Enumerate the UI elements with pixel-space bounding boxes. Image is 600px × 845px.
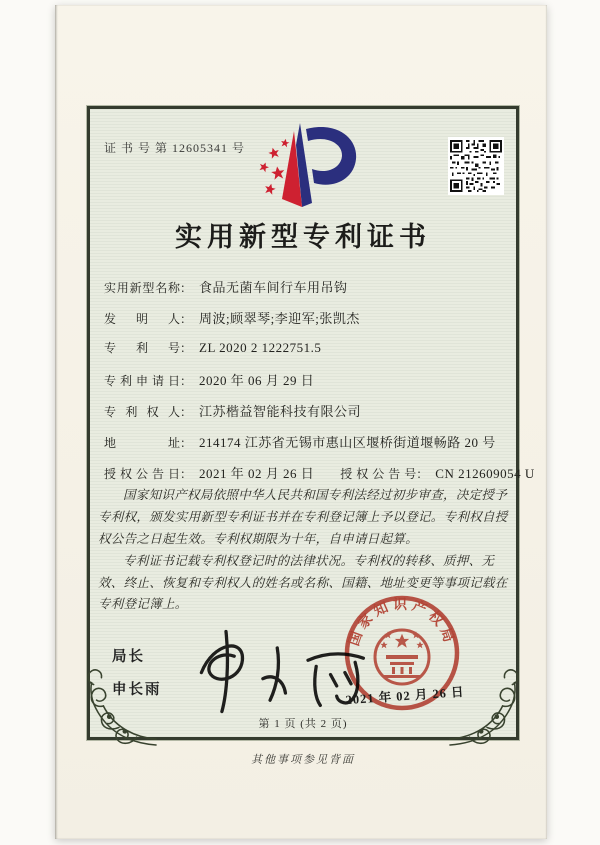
field-colon: ：: [180, 374, 193, 388]
field-value: 江苏楷益智能科技有限公司: [199, 404, 362, 419]
field-label: 专利申请日: [104, 374, 180, 388]
commissioner-name: 申长雨: [112, 682, 162, 698]
field-utility-model-name: [104, 277, 509, 295]
field-value: ZL 2020 2 1222751.5: [199, 340, 322, 355]
corner-ornament-icon: [80, 661, 158, 749]
field-colon: ：: [180, 341, 193, 355]
field-patentee: [104, 401, 509, 419]
field-colon: ：: [180, 281, 193, 295]
field-address: [104, 432, 509, 450]
field-inventors: [104, 308, 509, 326]
field-label: 专利权人: [104, 405, 180, 419]
field-grant-row: [104, 463, 535, 481]
field-colon: ：: [180, 436, 193, 450]
seal-date: 2021 年 02 月 26 日: [345, 684, 465, 708]
footer-note: 其他事项参见背面: [251, 754, 355, 766]
page-info: 第 1 页 (共 2 页): [258, 718, 348, 730]
corner-ornament-icon: [448, 661, 526, 749]
grant-no-value: CN 212609054 U: [435, 466, 535, 481]
grant-date-label: 授权公告日: [104, 467, 180, 481]
field-colon: ：: [180, 405, 193, 419]
grant-no-label: 授权公告号: [340, 467, 417, 481]
field-colon: ：: [180, 312, 193, 326]
field-value: 2020 年 06 月 29 日: [199, 373, 315, 388]
qr-code: [448, 137, 504, 195]
field-label: 专利号: [104, 341, 180, 355]
field-value: 食品无菌车间行车用吊钩: [199, 280, 348, 295]
patent-office-logo-icon: [250, 119, 370, 215]
certificate-fields: [104, 277, 535, 494]
certificate-paper: [55, 5, 547, 839]
field-label: 发明人: [104, 312, 180, 326]
certificate-title: 实用新型专利证书: [175, 222, 431, 252]
commissioner-title: 局长: [112, 649, 145, 665]
seal-text: 国家知识产权局: [347, 598, 457, 649]
legal-paragraph-1: 国家知识产权局依照中华人民共和国专利法经过初步审查，决定授予专利权，颁发实用新型专利证书并在专利登记簿上予以登记。专利权自授权公告之日起生效。专利权期限为十年，自申请日起算。: [98, 488, 508, 546]
grant-date-value: 2021 年 02 月 26 日: [199, 466, 315, 481]
field-value: 214174 江苏省无锡市惠山区堰桥街道堰畅路 20 号: [199, 435, 496, 450]
field-patent-number: [104, 339, 509, 353]
certificate-frame: [87, 106, 535, 740]
field-colon: ：: [416, 467, 429, 481]
field-colon: ：: [180, 467, 193, 481]
field-label: 地址: [104, 436, 180, 450]
field-value: 周波;顾翠琴;李迎军;张凯杰: [199, 311, 360, 326]
national-emblem-icon: [375, 630, 429, 684]
field-filing-date: [104, 370, 509, 388]
certificate-number: 证 书 号 第 12605341 号: [104, 141, 246, 155]
field-label: 实用新型名称: [104, 281, 180, 295]
legal-paragraph-2: 专利证书记载专利权登记时的法律状况。专利权的转移、质押、无效、终止、恢复和专利权人的姓名或名称、国籍、地址变更等事项记载在专利登记簿上。: [98, 553, 508, 612]
